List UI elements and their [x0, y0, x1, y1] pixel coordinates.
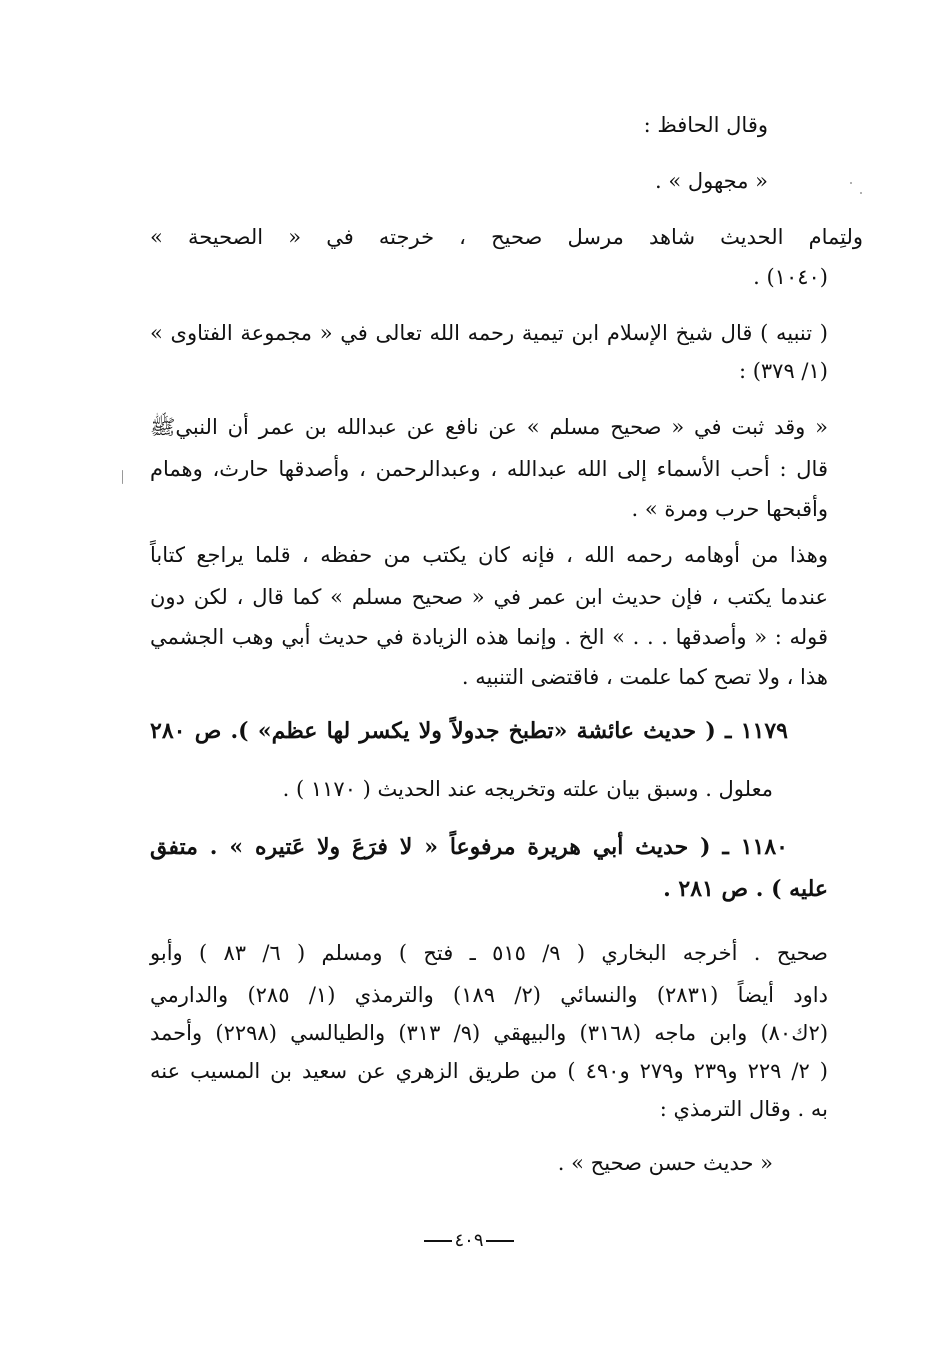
text-line: به . وقال الترمذي : — [659, 1097, 828, 1121]
text-line: (١/ ٣٧٩) : — [738, 359, 828, 383]
hadith-heading: ١١٧٩ ـ ( حديث عائشة «تطبخ جدولاً ولا يكسر لها عظم» ). ص ٢٨٠ — [150, 718, 788, 744]
page-number-dash — [486, 1240, 514, 1242]
hadith-heading: عليه ) . ص ٢٨١ . — [663, 876, 828, 902]
text-line: معلول . وسبق بيان علته وتخريجه عند الحديث ( ١١٧٠ ) . — [282, 777, 773, 801]
page-number — [0, 1230, 938, 1251]
text-line: وهذا من أوهامه رحمه الله ، فإنه كان يكتب من حفظه ، قلما يراجع كتاباً — [150, 543, 828, 567]
text-line: ولتِمام الحديث شاهد مرسل صحيح ، خرجته في « الصحيحة » — [150, 225, 863, 249]
text-line: قال : أحب الأسماء إلى الله عبدالله ، وعبدالرحمن ، وأصدقها حارث، وهمام — [150, 457, 828, 481]
scan-speck — [122, 470, 123, 484]
text-line: قوله : « وأصدقها . . . » الخ . وإنما هذه الزيادة في حديث أبي وهب الجشمي — [150, 625, 828, 649]
text-line: وأقبحها حرب ومرة » . — [631, 497, 828, 521]
hadith-heading: ١١٨٠ ـ ( حديث أبي هريرة مرفوعاً « لا فرَعَ ولا عَتيره » . متفق — [150, 834, 788, 860]
text-line: (١٠٤٠) . — [753, 265, 828, 289]
text-line: عندما يكتب ، فإن حديث ابن عمر في « صحيح مسلم » كما قال ، لكن دون — [150, 585, 828, 609]
text-line: « حديث حسن صحيح » . — [557, 1151, 773, 1175]
text-line: ( تنبيه ) قال شيخ الإسلام ابن تيمية رحمه الله تعالى في « مجموعة الفتاوى » — [150, 321, 828, 345]
page-number-text: ٤٠٩ — [454, 1230, 484, 1251]
text-line: ( ٢/ ٢٢٩ و٢٣٩ و٢٧٩ و٤٩٠ ) من طريق الزهري عن سعيد بن المسيب عنه — [150, 1059, 828, 1083]
text-line: وقال الحافظ : — [643, 113, 768, 137]
text-line: « وقد ثبت في « صحيح مسلم » عن نافع عن عبدالله بن عمر أن النبيﷺ — [150, 415, 828, 439]
text-line: هذا ، ولا تصح كما علمت ، فاقتضى التنبيه . — [461, 665, 828, 689]
text-line: « مجهول » . — [655, 169, 768, 193]
page-number-dash — [424, 1240, 452, 1242]
scan-speck — [850, 182, 852, 184]
text-line: داود أيضاً (٢٨٣١) والنسائي (٢/ ١٨٩) والترمذي (١/ ٢٨٥) والدارمي — [150, 983, 828, 1007]
text-line: صحيح . أخرجه البخاري ( ٩/ ٥١٥ ـ فتح ) ومسلم ( ٦/ ٨٣ ) وأبو — [150, 941, 828, 965]
scan-speck — [860, 192, 862, 194]
text-line: (٢ك٨٠) وابن ماجه (٣١٦٨) والبيهقي (٩/ ٣١٣) والطيالسي (٢٢٩٨) وأحمد — [150, 1021, 829, 1045]
